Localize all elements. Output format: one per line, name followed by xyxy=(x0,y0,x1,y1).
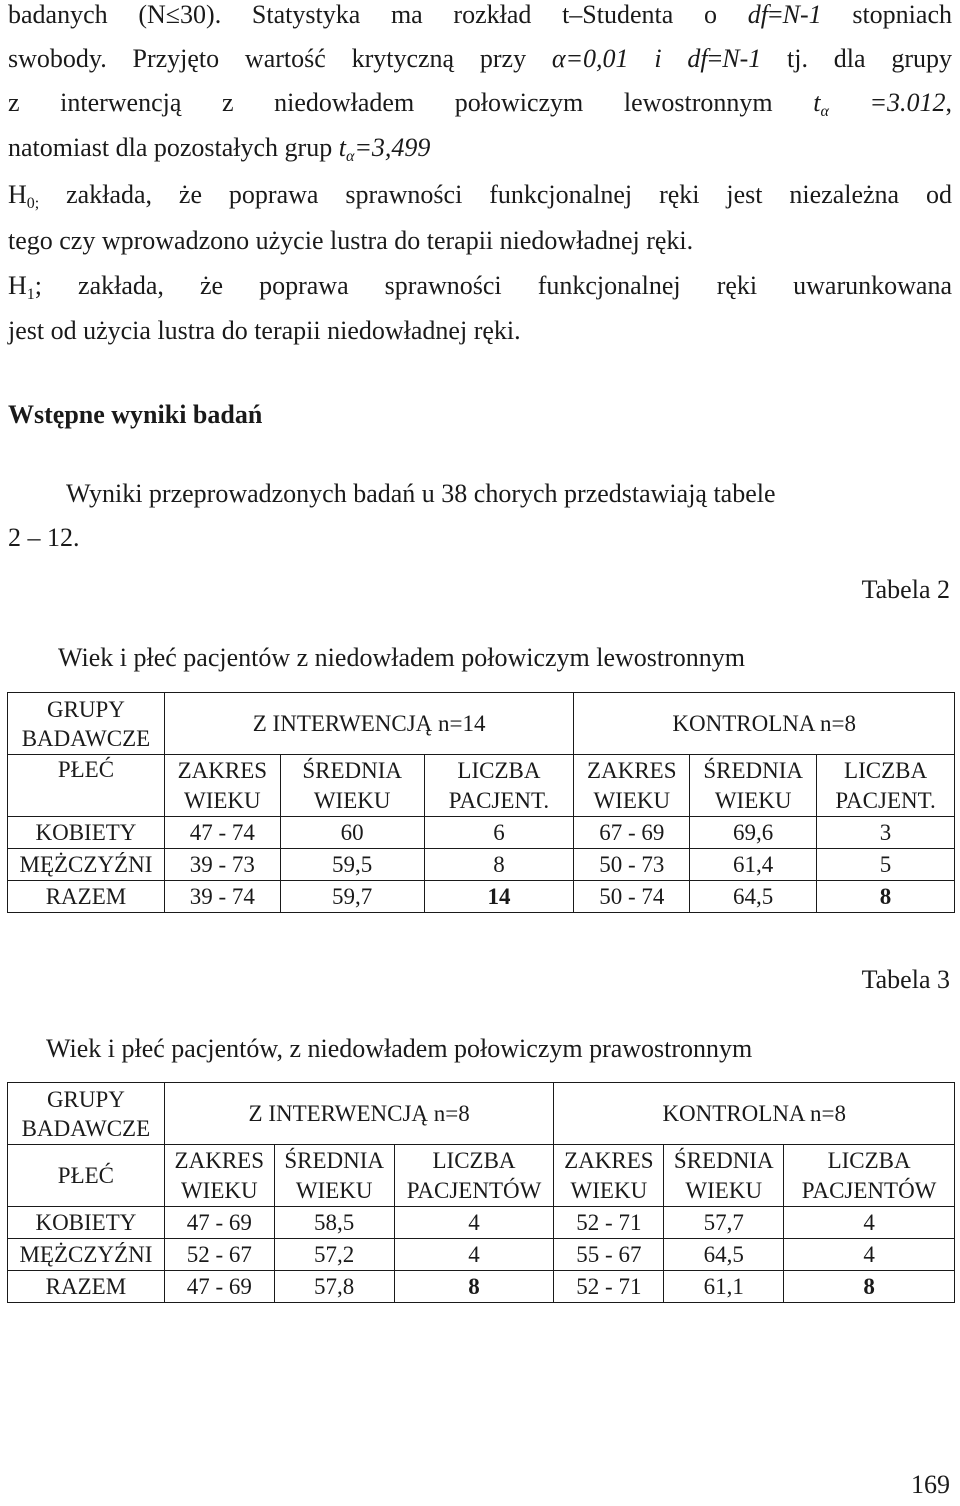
group-label-line-2: BADAWCZE xyxy=(21,725,151,751)
table-cell: 4 xyxy=(394,1239,554,1271)
col-header: ŚREDNIA WIEKU xyxy=(664,1145,784,1207)
table-cell: 69,6 xyxy=(690,817,817,849)
table-cell: 57,7 xyxy=(664,1207,784,1239)
group-header-cell xyxy=(8,693,165,755)
table-cell: 6 xyxy=(424,817,574,849)
table-cell: 4 xyxy=(784,1207,955,1239)
section-heading: Wstępne wyniki badań xyxy=(8,400,263,429)
page-number: 169 xyxy=(911,1470,950,1499)
table-cell: 67 - 69 xyxy=(574,817,690,849)
table-2-number: Tabela 2 xyxy=(861,575,950,604)
table-cell: 8 xyxy=(394,1271,554,1303)
table-cell: 3 xyxy=(817,817,955,849)
hypothesis-h0-line-2: tego czy wprowadzono użycie lustra do terapii niedowładnej ręki. xyxy=(8,226,694,255)
col-header: LICZBA PACJENT. xyxy=(424,755,574,817)
col-header: LICZBA PACJENT. xyxy=(817,755,955,817)
table-cell: 58,5 xyxy=(274,1207,394,1239)
paragraph-line-2: swobody. Przyjęto wartość krytyczną przy α=0,01 i df=N-1 tj. dla grupy xyxy=(8,44,952,73)
table-cell: 8 xyxy=(784,1271,955,1303)
sex-header: PŁEĆ xyxy=(8,755,165,817)
table-cell: 57,2 xyxy=(274,1239,394,1271)
table-cell: 5 xyxy=(817,849,955,881)
table-cell: 47 - 69 xyxy=(164,1207,274,1239)
row-label: KOBIETY xyxy=(8,1207,165,1239)
hypothesis-h0: $H_{0;}$ zakłada, że poprawa sprawności funkcjonalnej ręki jest niezależna od xyxy=(8,180,952,212)
row-label: RAZEM xyxy=(8,1271,165,1303)
table-cell: 52 - 71 xyxy=(554,1271,664,1303)
sex-header: PŁEĆ xyxy=(8,1145,165,1207)
table-cell: 64,5 xyxy=(664,1239,784,1271)
group-label-line-1: GRUPY xyxy=(46,1086,125,1112)
group-header-cell xyxy=(8,1083,165,1145)
table-cell: 39 - 73 xyxy=(164,849,280,881)
table-row xyxy=(8,881,955,913)
table-cell: 14 xyxy=(424,881,574,913)
table-cell: 8 xyxy=(817,881,955,913)
table-3 xyxy=(7,1082,955,1303)
table-2 xyxy=(7,692,955,913)
hypothesis-h1-line-2: jest od użycia lustra do terapii niedowładnej ręki. xyxy=(8,316,521,345)
col-header: ZAKRES WIEKU xyxy=(554,1145,664,1207)
group-label-line-2: BADAWCZE xyxy=(21,1115,151,1141)
table-2-caption: Wiek i płeć pacjentów z niedowładem połowiczym lewostronnym xyxy=(58,643,746,672)
row-label: KOBIETY xyxy=(8,817,165,849)
table-row xyxy=(8,1271,955,1303)
table-cell: 39 - 74 xyxy=(164,881,280,913)
control-header: KONTROLNA n=8 xyxy=(554,1083,955,1145)
table-3-number: Tabela 3 xyxy=(861,965,950,994)
table-row xyxy=(8,1207,955,1239)
col-header: ŚREDNIA WIEKU xyxy=(690,755,817,817)
col-header: LICZBA PACJENTÓW xyxy=(784,1145,955,1207)
table-cell: 59,7 xyxy=(280,881,424,913)
table-cell: 59,5 xyxy=(280,849,424,881)
table-row xyxy=(8,849,955,881)
control-header: KONTROLNA n=8 xyxy=(574,693,955,755)
table-cell: 52 - 67 xyxy=(164,1239,274,1271)
intervention-header: Z INTERWENCJĄ n=8 xyxy=(164,1083,554,1145)
paragraph-line-1: badanych (N≤30). Statystyka ma rozkład t–Studenta o df=N-1 stopniach xyxy=(8,0,952,29)
row-label: MĘŻCZYŹNI xyxy=(8,1239,165,1271)
table-cell: 47 - 74 xyxy=(164,817,280,849)
intervention-header: Z INTERWENCJĄ n=14 xyxy=(164,693,573,755)
row-label: RAZEM xyxy=(8,881,165,913)
table-row xyxy=(8,1239,955,1271)
table-cell: 50 - 74 xyxy=(574,881,690,913)
table-3-caption: Wiek i płeć pacjentów, z niedowładem połowiczym prawostronnym xyxy=(46,1034,753,1063)
table-cell: 60 xyxy=(280,817,424,849)
table-cell: 8 xyxy=(424,849,574,881)
table-row xyxy=(8,817,955,849)
row-label: MĘŻCZYŹNI xyxy=(8,849,165,881)
col-header: ZAKRES WIEKU xyxy=(164,755,280,817)
section-intro-line-2: 2 – 12. xyxy=(8,523,80,552)
table-cell: 57,8 xyxy=(274,1271,394,1303)
col-header: LICZBA PACJENTÓW xyxy=(394,1145,554,1207)
table-cell: 4 xyxy=(394,1207,554,1239)
table-cell: 50 - 73 xyxy=(574,849,690,881)
col-header: ŚREDNIA WIEKU xyxy=(274,1145,394,1207)
table-cell: 52 - 71 xyxy=(554,1207,664,1239)
col-header: ZAKRES WIEKU xyxy=(574,755,690,817)
col-header: ŚREDNIA WIEKU xyxy=(280,755,424,817)
col-header: ZAKRES WIEKU xyxy=(164,1145,274,1207)
group-label-line-1: GRUPY xyxy=(46,696,125,722)
table-cell: 47 - 69 xyxy=(164,1271,274,1303)
table-cell: 61,4 xyxy=(690,849,817,881)
paragraph-line-3: z interwencją z niedowładem połowiczym lewostronnym $t_\alpha =3.012$, xyxy=(8,88,952,120)
table-cell: 64,5 xyxy=(690,881,817,913)
paragraph-line-4: natomiast dla pozostałych grup $t_\alpha=3,499$ xyxy=(8,133,431,165)
hypothesis-h1: $H_1$; zakłada, że poprawa sprawności funkcjonalnej ręki uwarunkowana xyxy=(8,271,952,303)
table-cell: 4 xyxy=(784,1239,955,1271)
section-intro-line-1: Wyniki przeprowadzonych badań u 38 chorych przedstawiają tabele xyxy=(66,479,776,508)
table-cell: 55 - 67 xyxy=(554,1239,664,1271)
table-cell: 61,1 xyxy=(664,1271,784,1303)
